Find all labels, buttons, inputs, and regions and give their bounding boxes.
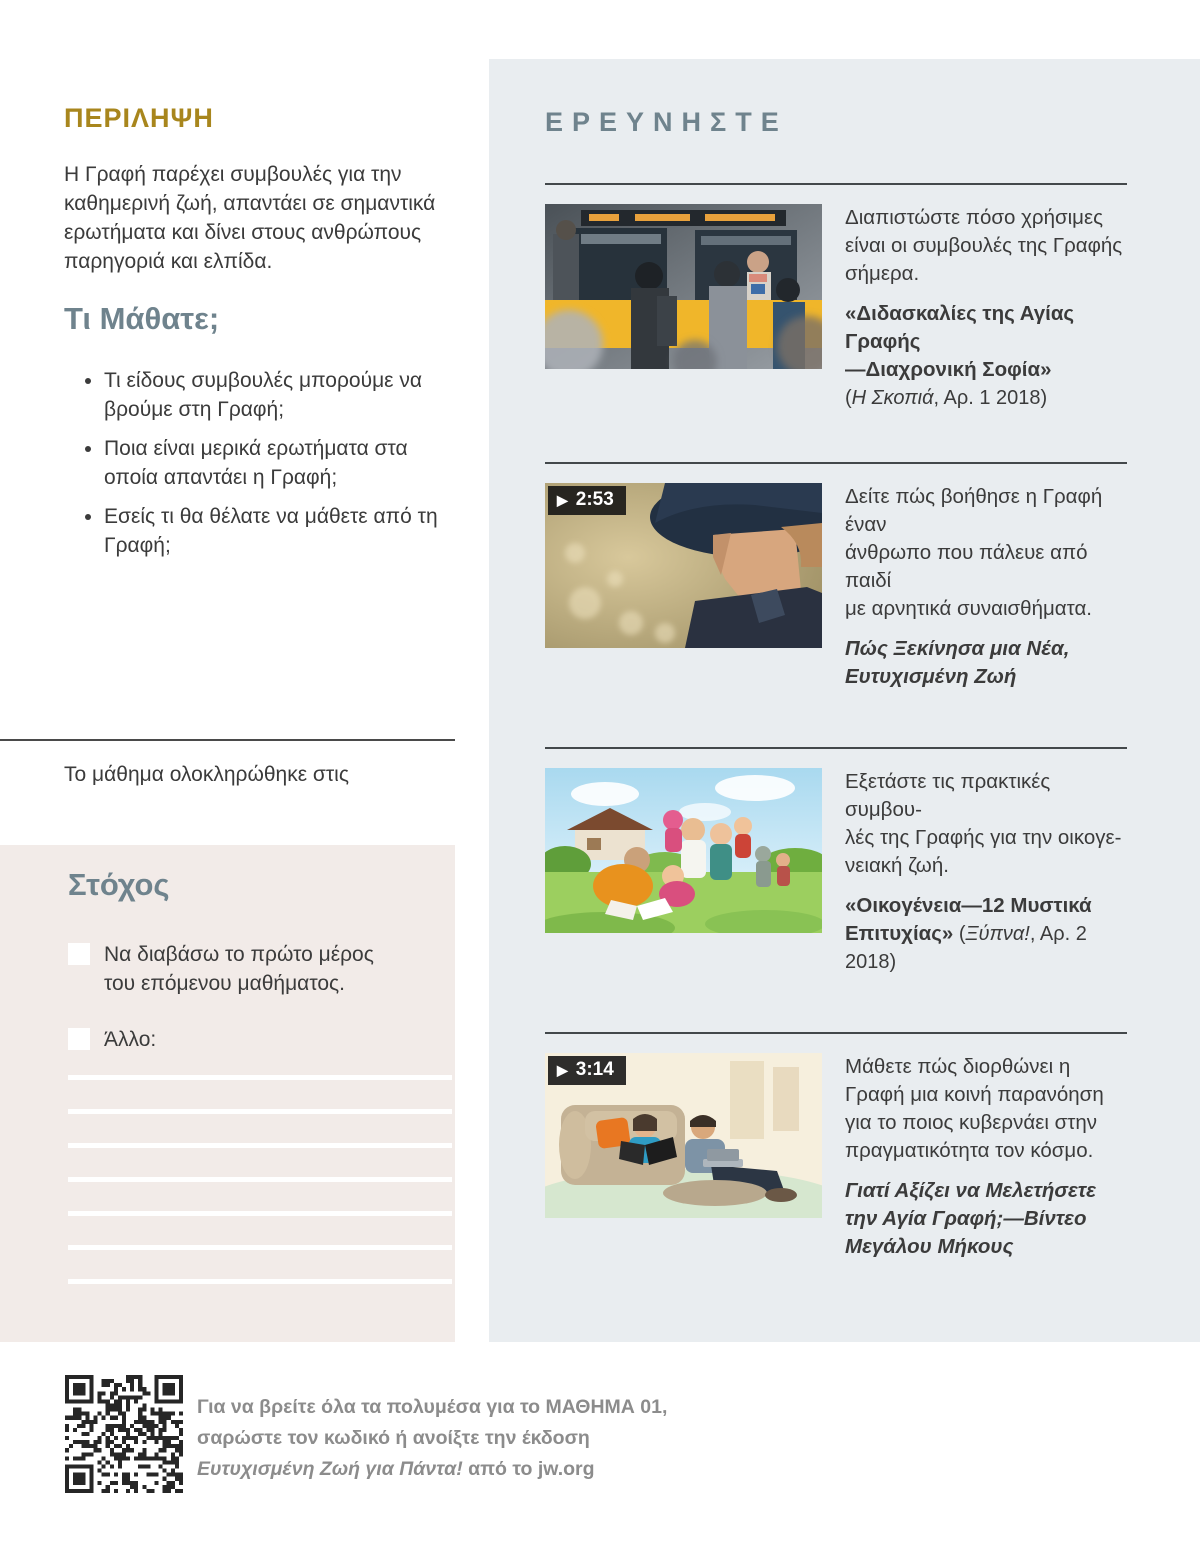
learned-bullet-list [70, 366, 456, 570]
write-line[interactable] [68, 1143, 452, 1148]
item-source: (Η Σκοπιά, Αρ. 1 2018) [845, 387, 1048, 409]
qr-caption-line: Ευτυχισμένη Ζωή για Πάντα! από το jw.org [197, 1458, 595, 1480]
qr-caption [197, 1392, 667, 1485]
video-duration: 3:14 [575, 1059, 614, 1080]
bullet-item: • Ποια είναι μερικά ερωτήματα στα οποία απαντάει η Γραφή; [104, 434, 456, 492]
explore-item-video-why-study [545, 1032, 1127, 1261]
write-line[interactable] [68, 1211, 452, 1216]
lesson-completed-label: Το μάθημα ολοκληρώθηκε στις [64, 763, 349, 786]
train-platform-photo [545, 204, 822, 369]
item-source: (Ξύπνα!, Αρ. 2 2018) [845, 923, 1087, 973]
play-icon: ▶ [557, 1061, 568, 1078]
goal-box [0, 845, 455, 1342]
bullet-item: • Τι είδους συμβουλές μπορούμε να βρούμε στη Γραφή; [104, 366, 456, 424]
bullet-item: • Εσείς τι θα θέλατε να μάθετε από τη Γραφή; [104, 502, 456, 560]
family-illustration-thumbnail[interactable] [545, 768, 822, 933]
write-line[interactable] [68, 1075, 452, 1080]
play-icon: ▶ [557, 491, 568, 508]
write-line[interactable] [68, 1245, 452, 1250]
explore-item-video-new-life [545, 462, 1127, 691]
goal-checkbox[interactable] [68, 943, 90, 965]
explore-heading: ΕΡΕΥΝΗΣΤΕ [545, 107, 788, 137]
write-line[interactable] [68, 1109, 452, 1114]
goal-heading: Στόχος [68, 867, 170, 902]
item-rule [545, 1032, 1127, 1034]
write-line[interactable] [68, 1177, 452, 1182]
qr-caption-line: Για να βρείτε όλα τα πολυμέσα για το ΜΑΘΗΜΑ 01, [197, 1396, 668, 1418]
explore-item-family [545, 747, 1127, 976]
item-description: Δείτε πώς βοήθησε η Γραφή έναν άνθρωπο που πάλευε από παιδί με αρνητικά συναισθήματα. [845, 485, 1103, 620]
item-title[interactable]: «Διδασκαλίες της Αγίας Γραφής —Διαχρονική Σοφία» [845, 302, 1075, 381]
item-description: Εξετάστε τις πρακτικές συμβου- λές της Γραφής για την οικογε- νειακή ζωή. [845, 770, 1122, 877]
item-description: Διαπιστώστε πόσο χρήσιμες είναι οι συμβουλές της Γραφής σήμερα. [845, 206, 1123, 285]
goal-option-other [68, 1025, 389, 1054]
explore-item-watchtower [545, 183, 1127, 412]
goal-option-read-next [68, 940, 389, 998]
summary-paragraph: Η Γραφή παρέχει συμβουλές για την καθημερινή ζωή, απαντάει σε σημαντικά ερωτήματα και δίνει στους ανθρώπους παρηγοριά και ελπίδα. [64, 163, 436, 273]
explore-panel [489, 59, 1200, 1342]
goal-checkbox[interactable] [68, 1028, 90, 1050]
item-rule [545, 462, 1127, 464]
family-outdoors-illustration [545, 768, 822, 933]
item-title[interactable]: Πώς Ξεκίνησα μια Νέα, Ευτυχισμένη Ζωή [845, 637, 1070, 688]
video-duration-badge [548, 486, 626, 515]
item-description: Μάθετε πώς διορθώνει η Γραφή μια κοινή παρανόηση για το ποιος κυβερνάει στην πραγματικότητα τον κόσμο. [845, 1055, 1104, 1162]
item-title[interactable]: Γιατί Αξίζει να Μελετήσετε την Αγία Γραφή;—Βίντεο Μεγάλου Μήκους [845, 1179, 1096, 1258]
qr-caption-line: σαρώστε τον κωδικό ή ανοίξτε την έκδοση [197, 1427, 590, 1449]
video-duration-badge [548, 1056, 626, 1085]
item-rule [545, 183, 1127, 185]
train-platform-thumbnail[interactable] [545, 204, 822, 369]
video-thumbnail-couple-studying[interactable] [545, 1053, 822, 1218]
video-thumbnail-man-with-cap[interactable] [545, 483, 822, 648]
goal-option-label: Άλλο: [104, 1028, 157, 1051]
item-rule [545, 747, 1127, 749]
write-line[interactable] [68, 1279, 452, 1284]
qr-code [65, 1375, 183, 1493]
what-did-you-learn-heading: Τι Μάθατε; [64, 301, 220, 336]
left-section-divider [0, 739, 455, 741]
summary-heading: ΠΕΡΙΛΗΨΗ [64, 103, 214, 133]
item-title[interactable]: «Οικογένεια—12 Μυστικά Επιτυχίας» (Ξύπνα!, Αρ. 2 2018) [845, 894, 1092, 973]
goal-option-label: Να διαβάσω το πρώτο μέρος του επόμενου μαθήματος. [104, 943, 374, 995]
video-duration: 2:53 [575, 489, 614, 510]
